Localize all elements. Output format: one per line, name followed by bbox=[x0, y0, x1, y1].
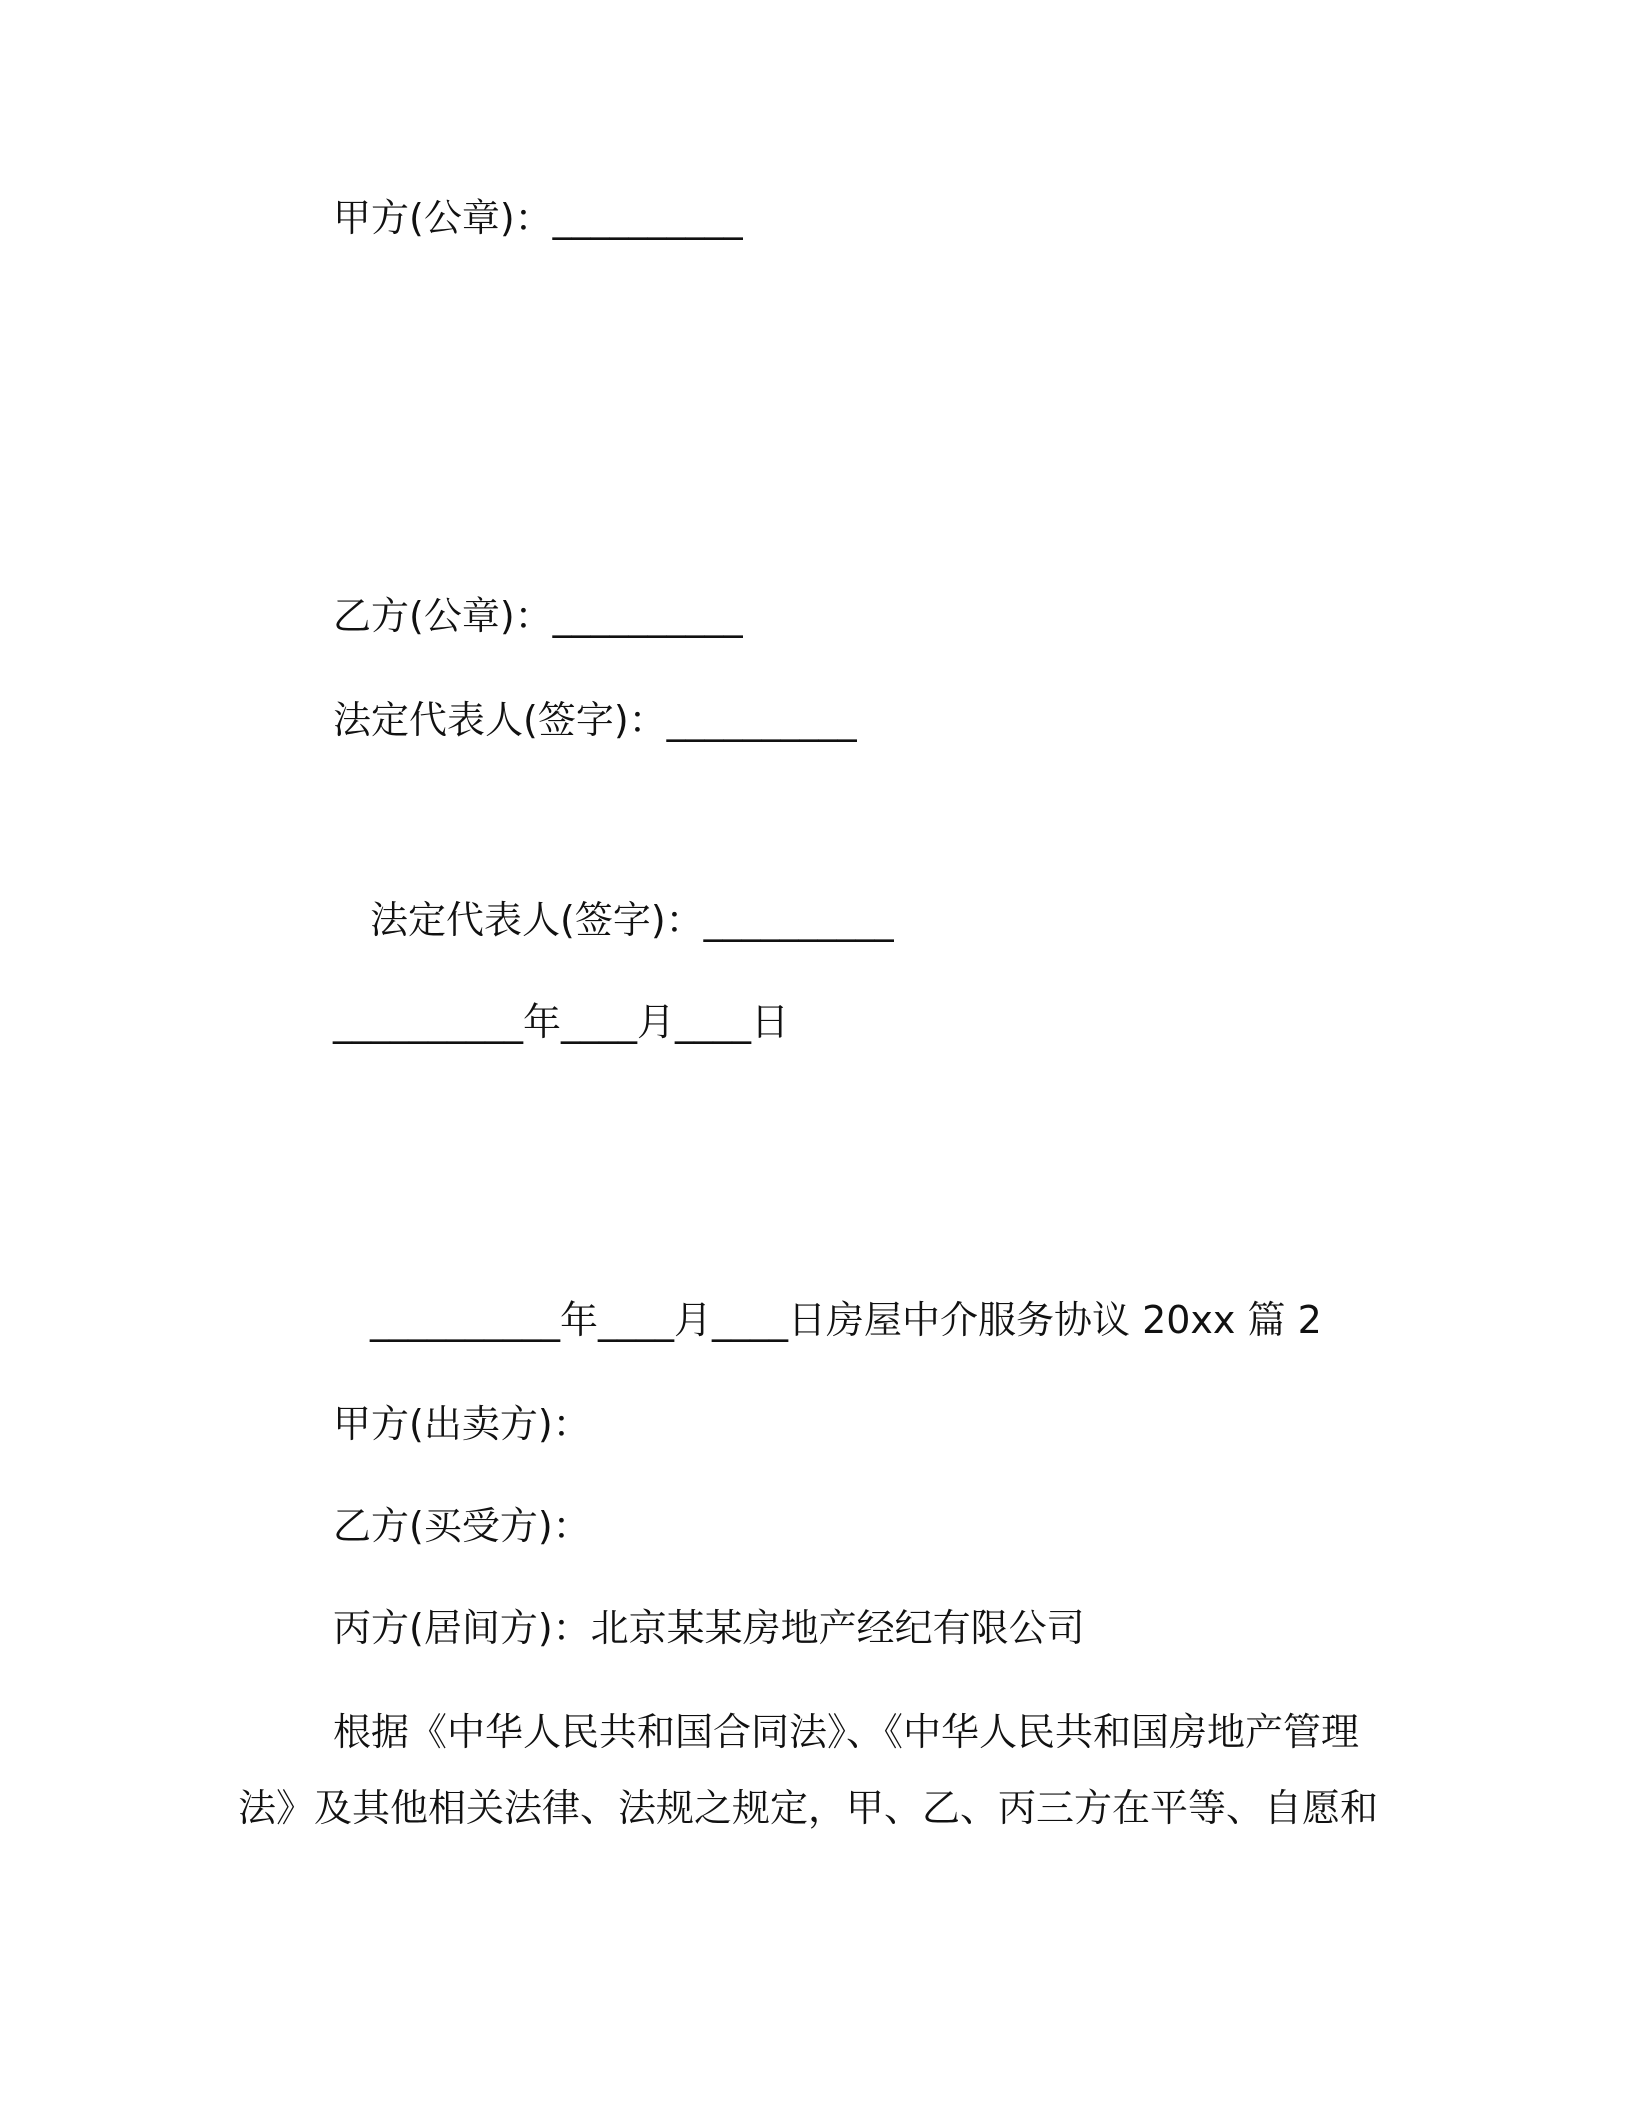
body-paragraph-line-1: 根据《中华人民共和国合同法》、《中华人民共和国房地产管理 bbox=[333, 1710, 1360, 1754]
party-b-seal-line: 乙方(公章)：__________ bbox=[333, 594, 743, 638]
body-paragraph-line-2: 法》及其他相关法律、法规之规定，甲、乙、丙三方在平等、自愿和 bbox=[238, 1786, 1379, 1830]
date-line: __________年____月____日 bbox=[333, 1000, 790, 1044]
party-a-seller-line: 甲方(出卖方)： bbox=[333, 1402, 591, 1446]
party-a-seal-line: 甲方(公章)：__________ bbox=[333, 196, 743, 240]
party-b-buyer-line: 乙方(买受方)： bbox=[333, 1504, 591, 1548]
agreement-title-line: __________年____月____日房屋中介服务协议 20xx 篇 2 bbox=[370, 1298, 1322, 1342]
legal-representative-signature-line: 法定代表人(签字)：__________ bbox=[333, 698, 857, 742]
party-c-agent-line: 丙方(居间方)：北京某某房地产经纪有限公司 bbox=[333, 1606, 1085, 1650]
legal-representative-signature-line-2: 法定代表人(签字)：__________ bbox=[370, 898, 894, 942]
